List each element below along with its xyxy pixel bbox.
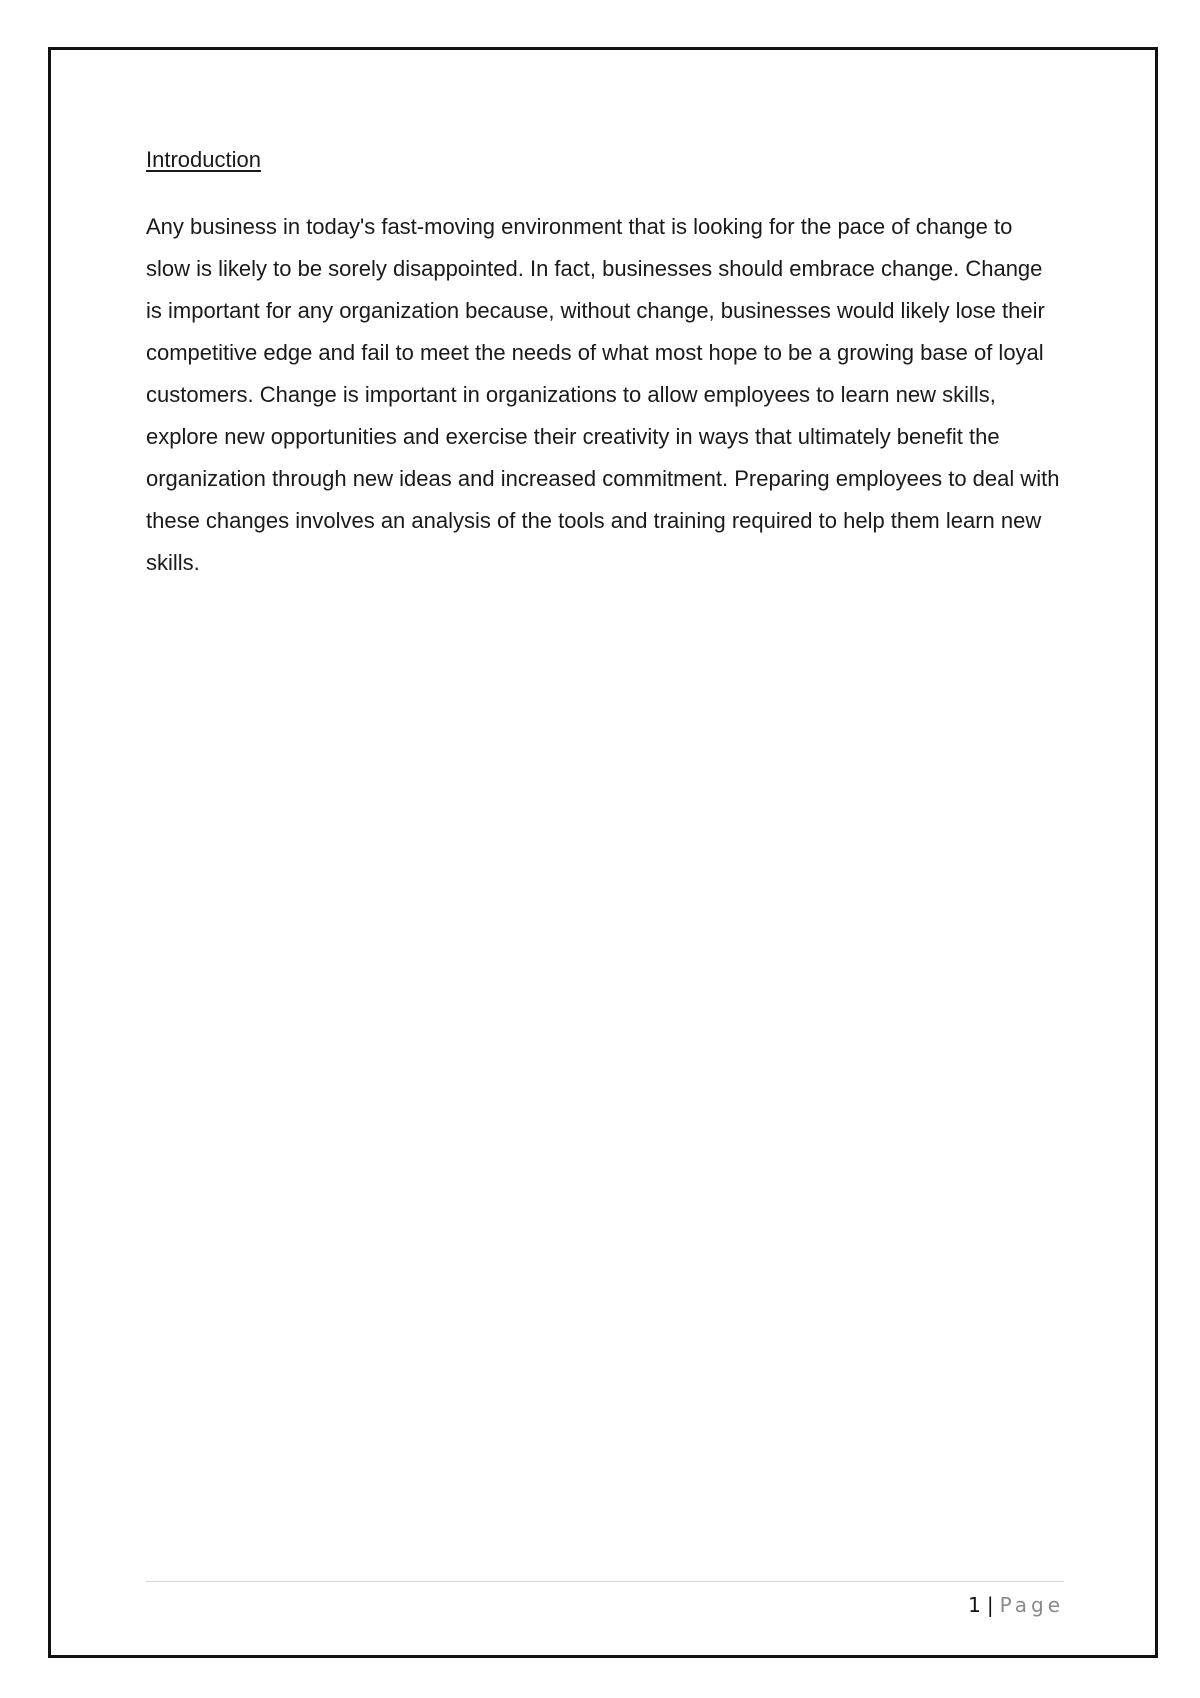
page-number: 1 — [968, 1593, 981, 1617]
footer-divider — [146, 1581, 1064, 1582]
document-body — [146, 140, 1066, 584]
page-label: Page — [999, 1593, 1064, 1617]
page-separator: | — [986, 1593, 994, 1617]
body-paragraph: Any business in today's fast-moving environment that is looking for the pace of change to slow is likely to be sorely disappointed. In fact, businesses should embrace change. Change is important for any organization because, without change, businesses would likely lose their competitive edge and fail to meet the needs of what most hope to be a growing base of loyal customers. Change is important in organizations to allow employees to learn new skills, explore new opportunities and exercise their creativity in ways that ultimately benefit the organization through new ideas and increased commitment. Preparing employees to deal with these changes involves an analysis of the tools and training required to help them learn new skills. — [146, 214, 1060, 575]
page-footer — [968, 1590, 1064, 1620]
section-heading: Introduction — [146, 147, 261, 172]
